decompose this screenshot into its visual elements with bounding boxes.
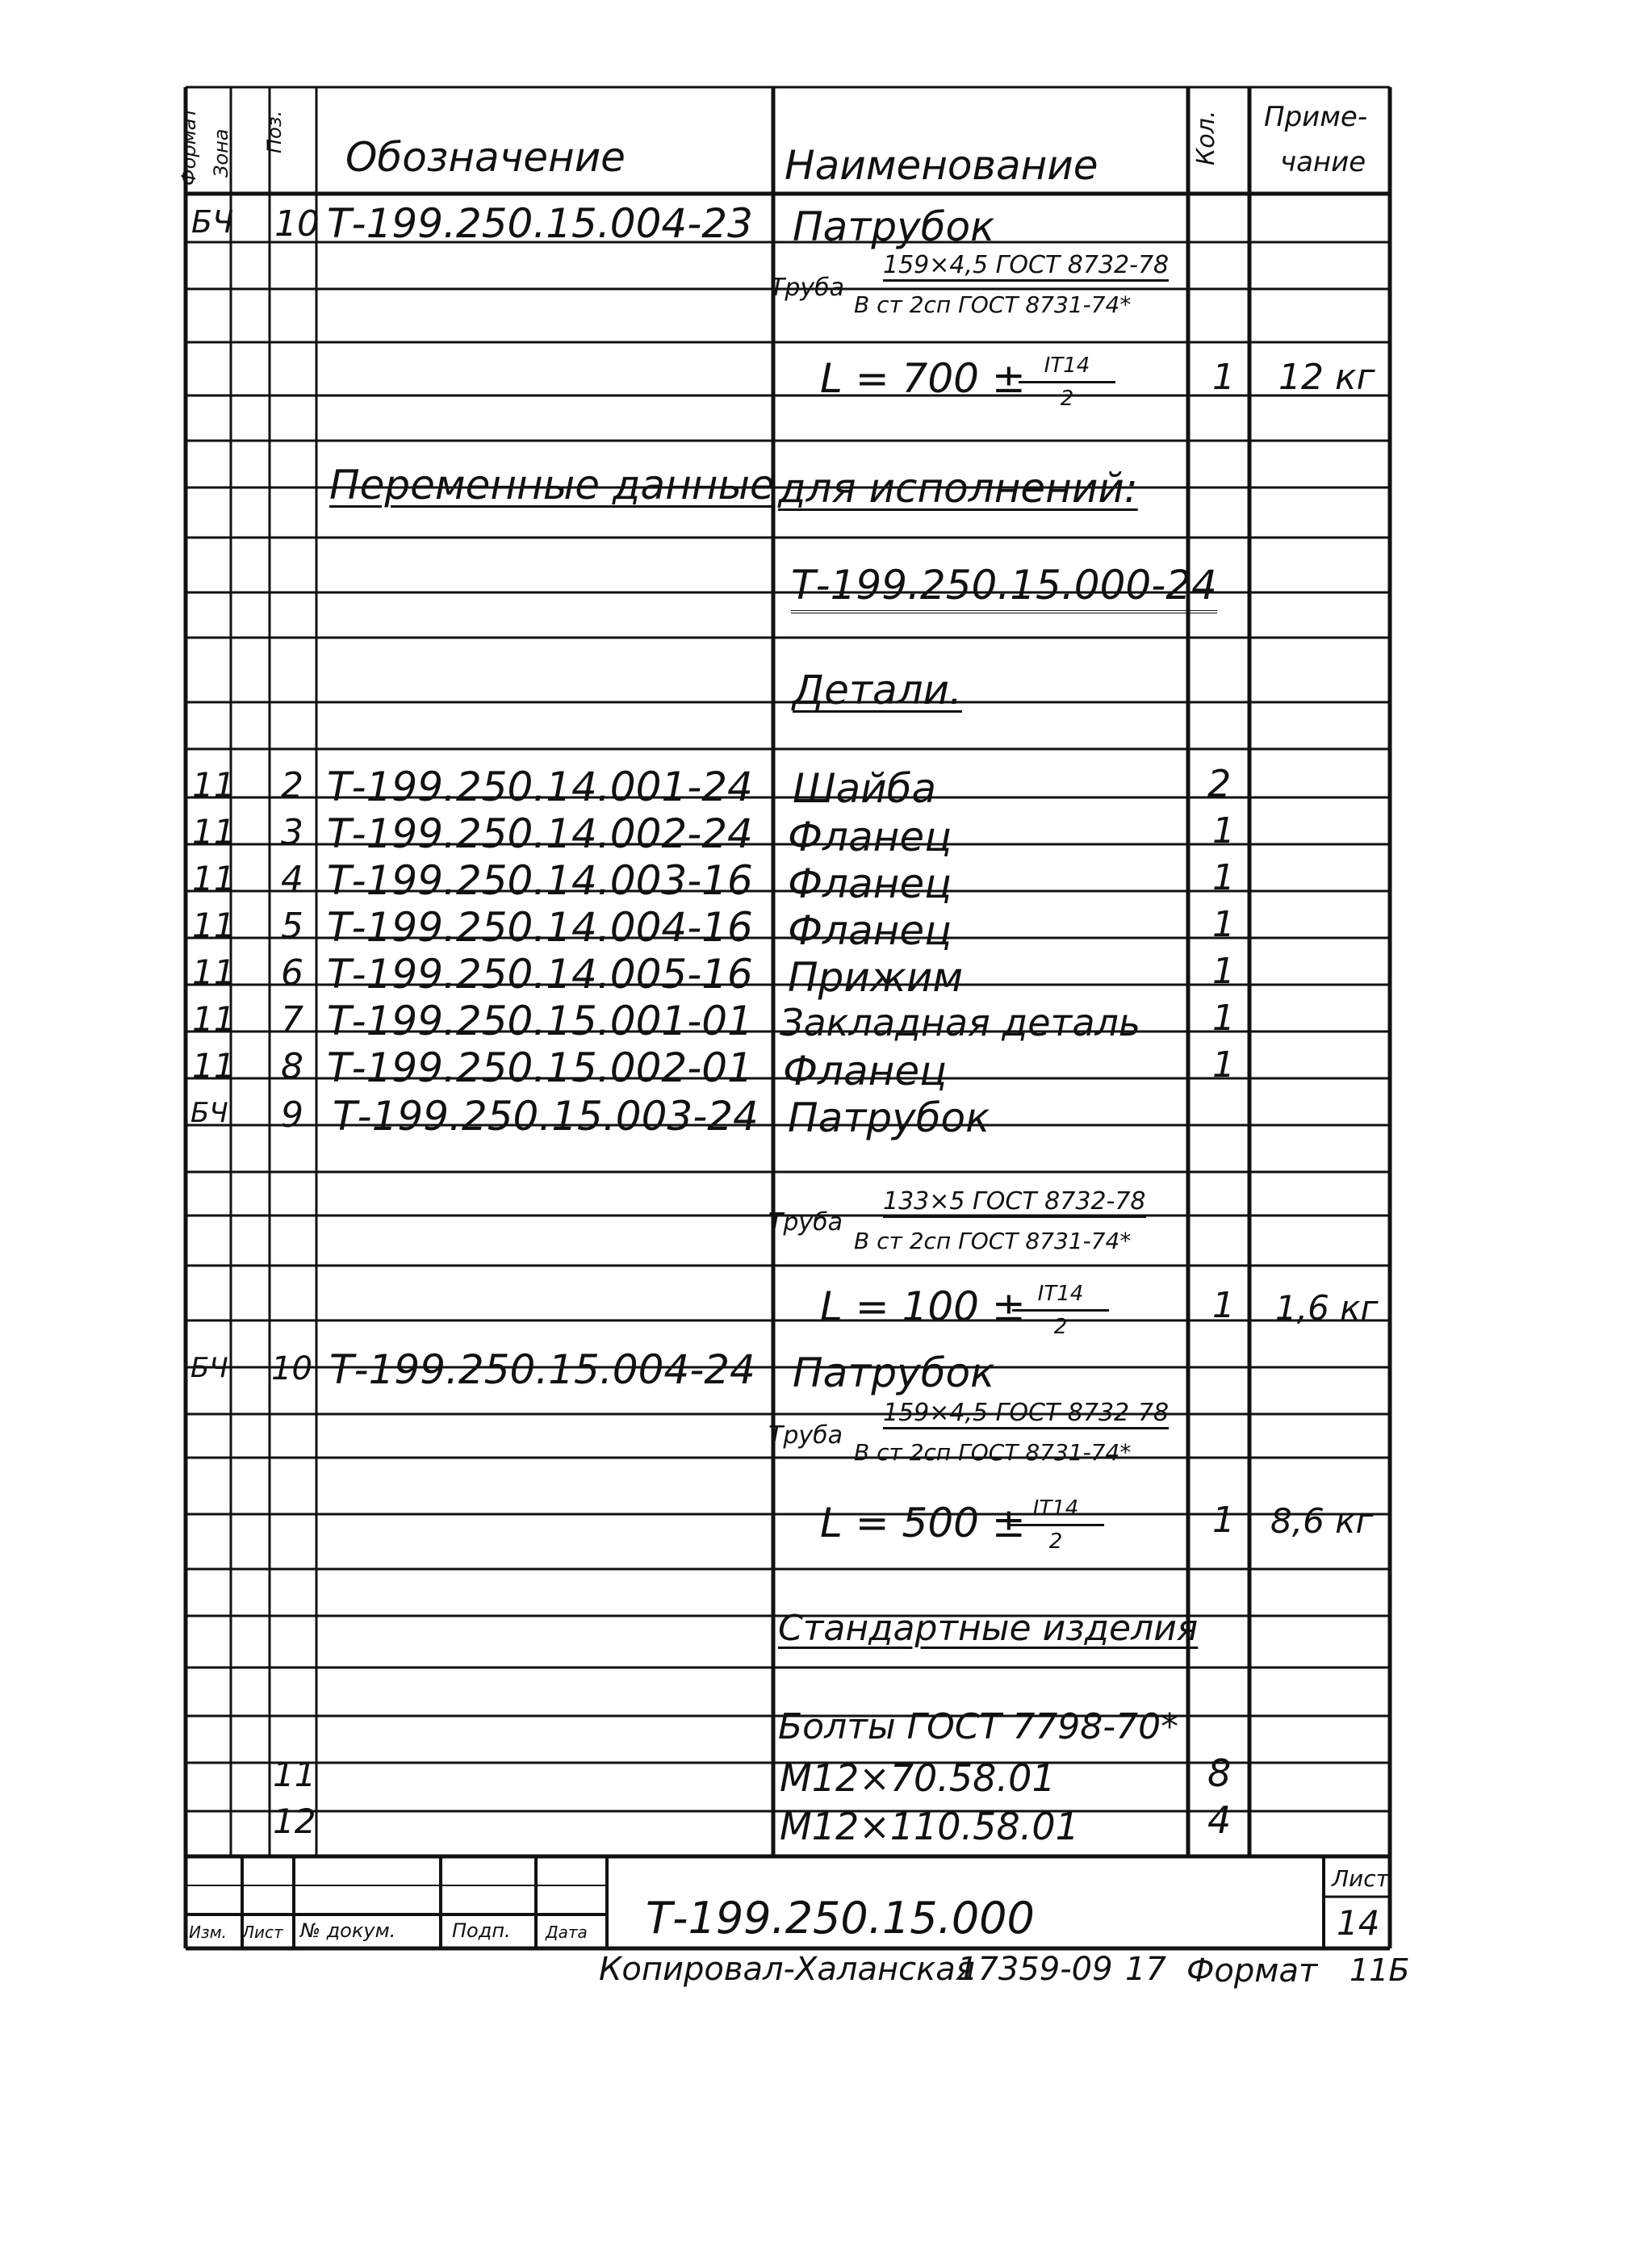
name-cell: Закладная деталь — [780, 1001, 1141, 1044]
name-cell: Шайба — [793, 765, 937, 812]
format-cell: БЧ — [191, 204, 234, 240]
col-date: Дата — [546, 1923, 588, 1942]
note-cell: 1,6 кг — [1275, 1288, 1379, 1328]
format-cell: 11 — [192, 765, 236, 805]
format-cell: 11 — [192, 859, 236, 898]
header-qty: Кол. — [1192, 110, 1220, 165]
variable-data-heading-cont: для исполнений: — [778, 465, 1138, 512]
designation-cell: Т-199.250.14.002-24 — [327, 810, 753, 857]
tolerance-fraction — [1012, 1282, 1109, 1339]
pos-cell: 11 — [273, 1755, 316, 1794]
footer-format-value: 11Б — [1350, 1952, 1410, 1988]
footer-num: 17 — [1125, 1951, 1166, 1988]
pos-cell: 12 — [273, 1801, 316, 1841]
qty-cell: 2 — [1207, 762, 1232, 806]
pipe-prefix: Труба — [768, 1208, 843, 1237]
designation-cell: Т-199.250.15.001-01 — [327, 998, 753, 1044]
format-cell: БЧ — [190, 1097, 228, 1129]
pos-cell: 2 — [281, 765, 303, 806]
col-change: Изм. — [189, 1923, 228, 1942]
designation-cell: Т-199.250.14.001-24 — [327, 764, 753, 810]
tolerance-fraction — [1007, 1496, 1104, 1554]
qty-cell: 1 — [1212, 1285, 1235, 1326]
format-cell: БЧ — [190, 1352, 228, 1384]
name-cell: Патрубок — [793, 1350, 995, 1396]
variable-data-heading: Переменные данные — [329, 462, 775, 508]
header-name: Наименование — [785, 142, 1098, 189]
pipe-spec-top: 159×4,5 ГОСТ 8732-78 — [883, 253, 1169, 282]
tolerance-den: 2 — [1048, 1529, 1063, 1554]
pos-cell: 10 — [271, 1350, 312, 1387]
document-number: Т-199.250.15.000 — [646, 1893, 1035, 1944]
length-cell: L = 100 ± — [820, 1283, 1026, 1330]
tolerance-den: 2 — [1053, 1315, 1068, 1339]
qty-cell: 1 — [1212, 857, 1235, 898]
pipe-spec-bottom: В ст 2сп ГОСТ 8731-74* — [854, 291, 1132, 318]
pipe-prefix: Труба — [768, 1421, 843, 1450]
footer-format-label: Формат — [1186, 1952, 1318, 1990]
designation-cell: Т-199.250.14.004-16 — [327, 904, 753, 951]
header-designation: Обозначение — [345, 134, 626, 181]
pos-cell: 5 — [281, 906, 303, 947]
pos-cell: 3 — [281, 812, 303, 853]
header-note-line1: Приме- — [1264, 101, 1368, 133]
name-cell: Патрубок — [793, 203, 995, 250]
qty-cell: 1 — [1212, 998, 1235, 1039]
bolts-heading: Болты ГОСТ 7798-70* — [778, 1706, 1179, 1747]
header-zone: Зона — [210, 128, 232, 178]
format-cell: 11 — [192, 812, 236, 852]
pos-cell: 10 — [274, 203, 320, 245]
tolerance-num: IT14 — [1012, 1282, 1109, 1312]
pipe-spec-bottom: В ст 2сп ГОСТ 8731-74* — [854, 1439, 1132, 1466]
format-cell: 11 — [192, 1046, 236, 1086]
name-cell: Фланец — [788, 907, 952, 954]
tolerance-num: IT14 — [1019, 354, 1115, 383]
footer-order: 17359-09 — [957, 1951, 1113, 1988]
pos-cell: 8 — [281, 1046, 303, 1087]
format-cell: 11 — [192, 952, 236, 992]
pos-cell: 9 — [281, 1094, 303, 1136]
header-format: Формат — [178, 107, 200, 186]
name-cell: Фланец — [783, 1048, 948, 1094]
name-cell: Фланец — [788, 860, 952, 907]
col-sign: Подп. — [452, 1919, 511, 1942]
header-note-line2: чание — [1280, 146, 1366, 178]
section-details: Детали. — [793, 667, 962, 713]
note-cell: 12 кг — [1278, 357, 1375, 398]
col-doc: № докум. — [300, 1919, 396, 1942]
length-cell: L = 500 ± — [820, 1500, 1026, 1546]
designation-cell: Т-199.250.15.002-01 — [327, 1044, 753, 1091]
section-standard-items: Стандартные изделия — [778, 1608, 1199, 1649]
name-cell: М12×70.58.01 — [780, 1756, 1056, 1800]
pos-cell: 4 — [281, 859, 303, 900]
designation-cell: Т-199.250.15.004-23 — [327, 200, 753, 247]
pos-cell: 6 — [281, 952, 303, 994]
qty-cell: 1 — [1212, 951, 1235, 992]
length-cell: L = 700 ± — [820, 355, 1026, 402]
name-cell: Фланец — [788, 814, 952, 860]
footer-copied: Копировал-Халанская — [599, 1951, 975, 1988]
name-cell: М12×110.58.01 — [780, 1805, 1079, 1848]
pipe-spec-bottom: В ст 2сп ГОСТ 8731-74* — [854, 1228, 1132, 1254]
pipe-spec-top: 133×5 ГОСТ 8732-78 — [883, 1190, 1146, 1218]
qty-cell: 1 — [1212, 904, 1235, 945]
sheet-number: 14 — [1337, 1903, 1380, 1943]
designation-cell: Т-199.250.15.003-24 — [333, 1093, 759, 1140]
format-cell: 11 — [192, 999, 236, 1039]
designation-cell: Т-199.250.14.003-16 — [327, 857, 753, 904]
qty-cell: 1 — [1212, 810, 1235, 852]
qty-cell: 1 — [1212, 357, 1235, 398]
pipe-prefix: Труба — [770, 274, 845, 302]
name-cell: Патрубок — [788, 1094, 990, 1141]
name-cell: Прижим — [788, 954, 964, 1001]
pos-cell: 7 — [281, 999, 303, 1040]
qty-cell: 1 — [1212, 1044, 1235, 1086]
format-cell: 11 — [192, 906, 236, 945]
qty-cell: 1 — [1212, 1500, 1235, 1541]
qty-cell: 4 — [1207, 1798, 1232, 1842]
sheet-label: Лист — [1332, 1865, 1389, 1892]
tolerance-fraction — [1019, 354, 1115, 411]
tolerance-num: IT14 — [1007, 1496, 1104, 1526]
designation-cell: Т-199.250.14.005-16 — [327, 951, 753, 998]
variant-number: Т-199.250.15.000-24 — [791, 565, 1217, 613]
pipe-spec-top: 159×4,5 ГОСТ 8732-78 — [883, 1401, 1169, 1429]
qty-cell: 8 — [1207, 1751, 1232, 1795]
designation-cell: Т-199.250.15.004-24 — [329, 1346, 755, 1393]
tolerance-den: 2 — [1060, 387, 1074, 411]
header-pos: Поз. — [263, 110, 286, 153]
note-cell: 8,6 кг — [1270, 1501, 1374, 1541]
col-sheet: Лист — [242, 1923, 283, 1942]
